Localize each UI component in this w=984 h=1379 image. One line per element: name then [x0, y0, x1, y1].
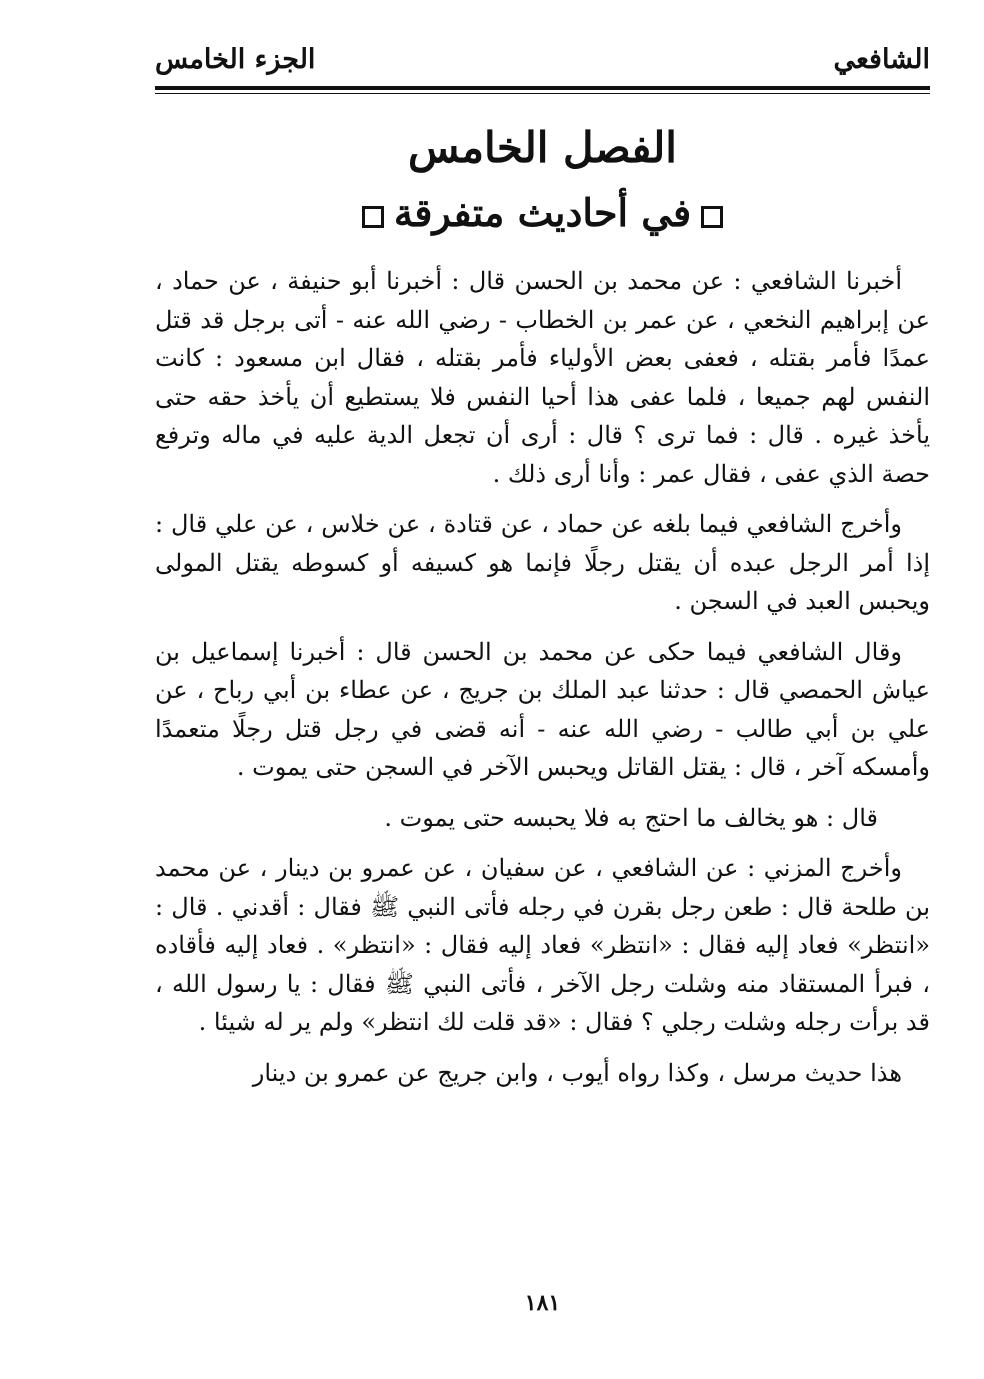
paragraph: وأخرج الشافعي فيما بلغه عن حماد ، عن قتادة ، عن خلاس ، عن علي قال : إذا أمر الرجل عبده أن يقتل رجلًا فإنما هو كسيفه أو كسوطه يقتل المولى ويحبس العبد في السجن . [155, 510, 930, 615]
header-rule-thick [155, 86, 930, 90]
page-number: ١٨١ [524, 1290, 561, 1316]
book-title: الشافعي [833, 44, 930, 75]
paragraph: قال : هو يخالف ما احتج به فلا يحبسه حتى يموت . [384, 803, 878, 832]
paragraph: هذا حديث مرسل ، وكذا رواه أيوب ، وابن جريج عن عمرو بن دينار [252, 1058, 902, 1087]
running-header [155, 40, 930, 88]
chapter-subtitle: في أحاديث متفرقة [393, 190, 692, 235]
chapter-title: الفصل الخامس [408, 123, 677, 172]
header-rule-thin [155, 93, 930, 94]
box-ornament-right [701, 206, 723, 228]
paragraph: وقال الشافعي فيما حكى عن محمد بن الحسن قال : أخبرنا إسماعيل بن عياش الحمصي قال : حدثنا عبد الملك بن جريج ، عن عطاء بن أبي رباح ، عن علي بن أبي طالب - رضي الله عنه - أنه قضى في رجل قتل رجلًا متعمدًا وأمسكه آخر ، قال : يقتل القاتل ويحبس الآخر في السجن حتى يموت . [155, 637, 930, 781]
paragraph: وأخرج المزني : عن الشافعي ، عن سفيان ، عن عمرو بن دينار ، عن محمد بن طلحة قال : طعن رجل بقرن في رجله فأتى النبي ﷺ فقال : أقدني . قال : «انتظر» فعاد إليه فقال : «انتظر» فعاد إليه فقال : «انتظر» . فعاد إليه فأقاده ، فبرأ المستقاد منه وشلت رجل الآخر ، فأتى النبي ﷺ فقال : يا رسول الله ، قد برأت رجله وشلت رجلي ؟ فقال : «قد قلت لك انتظر» ولم ير له شيئا . [155, 854, 930, 1036]
volume-label: الجزء الخامس [155, 44, 316, 75]
body-text [155, 262, 930, 1104]
box-ornament-left [362, 206, 384, 228]
paragraph: أخبرنا الشافعي : عن محمد بن الحسن قال : أخبرنا أبو حنيفة ، عن حماد ، عن إبراهيم النخعي ، عن عمر بن الخطاب - رضي الله عنه - أتى برجل قد قتل عمدًا فأمر بقتله ، فعفى بعض الأولياء فأمر بقتله ، فقال ابن مسعود : كانت النفس لهم جميعا ، فلما عفى هذا أحيا النفس فلا يستطيع أن يأخذ حقه حتى يأخذ غيره . قال : فما ترى ؟ قال : أرى أن تجعل الدية عليه في ماله وترفع حصة الذي عفى ، فقال عمر : وأنا أرى ذلك . [155, 267, 931, 488]
chapter-subtitle-line [155, 185, 930, 241]
